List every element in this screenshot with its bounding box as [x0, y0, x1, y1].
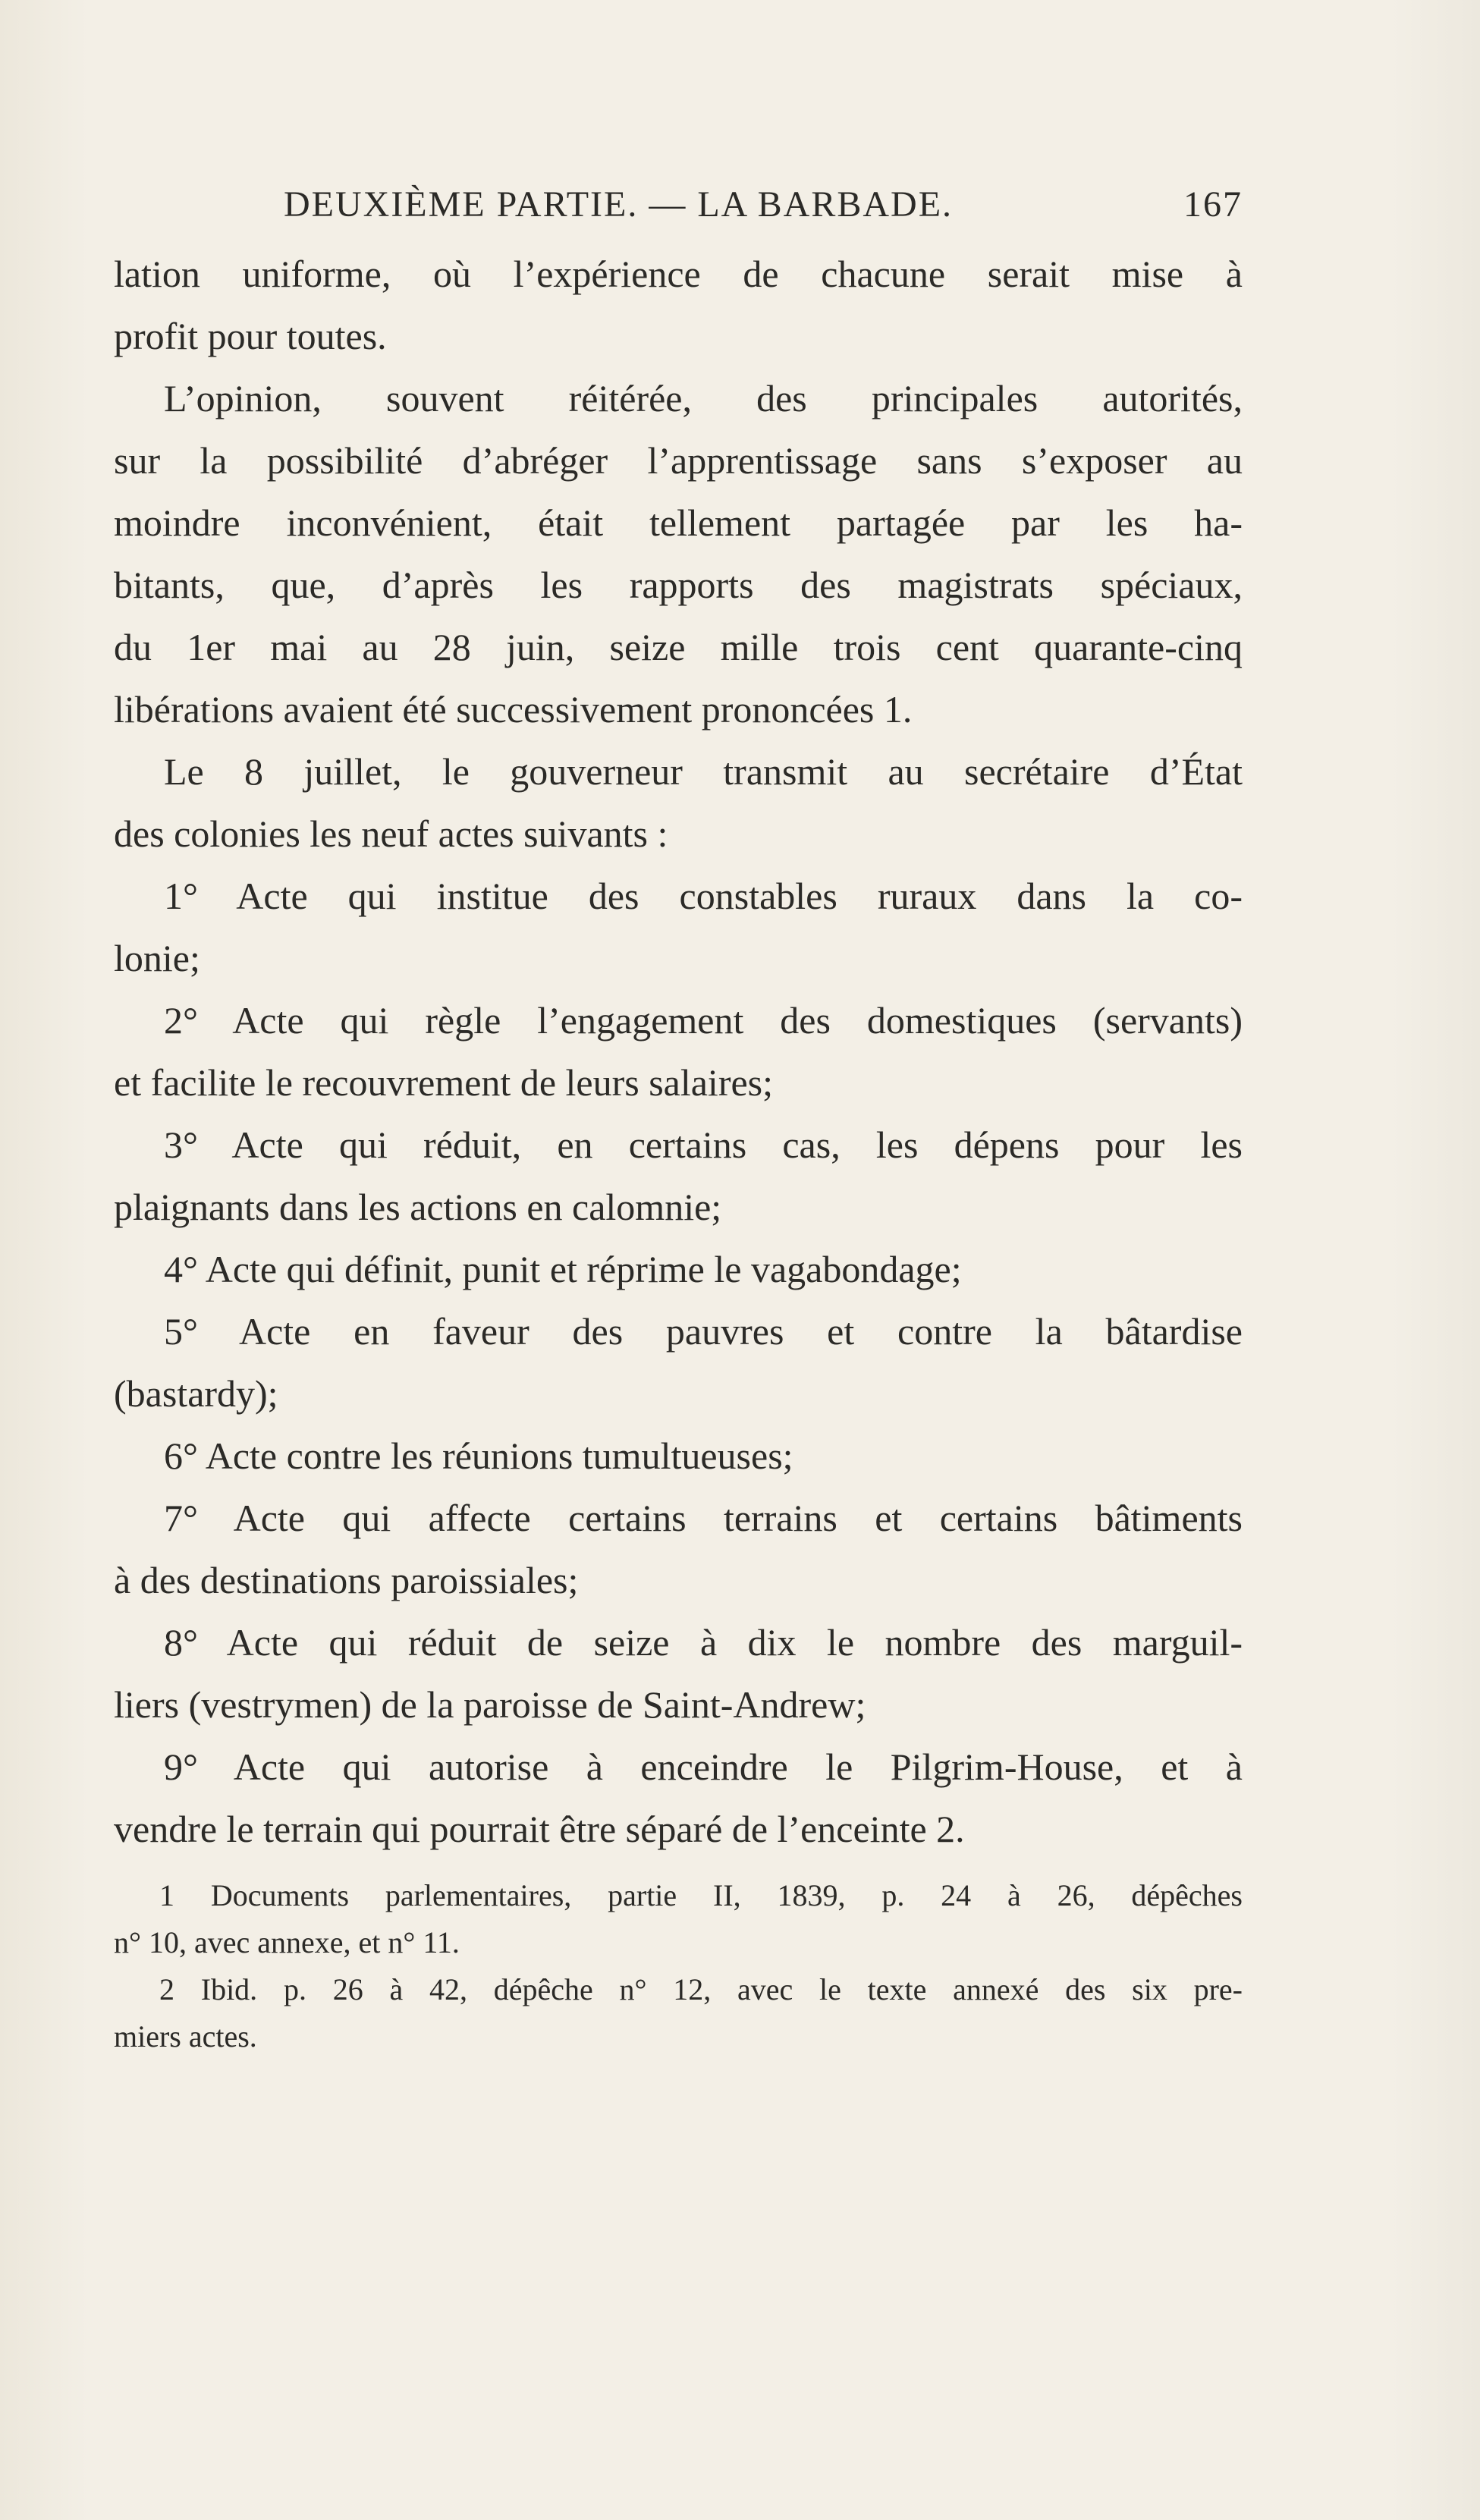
body-line: lonie; — [114, 937, 200, 979]
page-number: 167 — [1183, 184, 1243, 225]
body-line: et facilite le recouvrement de leurs salaires; — [114, 1061, 774, 1104]
footnote-line: 1 Documents parlementaires, partie II, 1839, p. 24 à 26, dépêches — [159, 1878, 1243, 1912]
body-line: 6° Acte contre les réunions tumultueuses; — [164, 1434, 793, 1477]
running-title: DEUXIÈME PARTIE. — LA BARBADE. — [284, 184, 954, 225]
body-line: (bastardy); — [114, 1372, 278, 1415]
body-line: profit pour toutes. — [114, 315, 387, 357]
body-line: 7° Acte qui affecte certains terrains et certains bâtiments — [164, 1497, 1243, 1539]
body-line: à des destinations paroissiales; — [114, 1559, 579, 1601]
body-line: 1° Acte qui institue des constables ruraux dans la co- — [164, 875, 1243, 917]
page-header — [114, 176, 1243, 237]
body-line: moindre inconvénient, était tellement partagée par les ha- — [114, 501, 1243, 544]
body-line: des colonies les neuf actes suivants : — [114, 812, 668, 855]
body-line: 8° Acte qui réduit de seize à dix le nombre des marguil- — [164, 1621, 1243, 1664]
body-line: liers (vestrymen) de la paroisse de Saint-Andrew; — [114, 1683, 866, 1726]
body-line: vendre le terrain qui pourrait être séparé de l’enceinte 2. — [114, 1808, 965, 1850]
body-line: libérations avaient été successivement prononcées 1. — [114, 688, 913, 731]
body-line: du 1er mai au 28 juin, seize mille trois cent quarante-cinq — [114, 626, 1243, 668]
body-line: bitants, que, d’après les rapports des magistrats spéciaux, — [114, 564, 1243, 606]
body-line: 4° Acte qui définit, punit et réprime le vagabondage; — [164, 1248, 962, 1290]
body-line: lation uniforme, où l’expérience de chacune serait mise à — [114, 253, 1243, 295]
body-line: 3° Acte qui réduit, en certains cas, les dépens pour les — [164, 1123, 1243, 1166]
body-text — [114, 243, 1243, 1860]
footnote-line: miers actes. — [114, 2019, 257, 2053]
body-line: 9° Acte qui autorise à enceindre le Pilgrim-House, et à — [164, 1745, 1243, 1788]
body-line: sur la possibilité d’abréger l’apprentissage sans s’exposer au — [114, 439, 1243, 482]
body-line: L’opinion, souvent réitérée, des principales autorités, — [164, 377, 1243, 419]
footnotes — [114, 1872, 1243, 2060]
body-line: 2° Acte qui règle l’engagement des domestiques (servants) — [164, 999, 1243, 1042]
body-line: plaignants dans les actions en calomnie; — [114, 1186, 722, 1228]
footnote-line: 2 Ibid. p. 26 à 42, dépêche n° 12, avec le texte annexé des six pre- — [159, 1972, 1243, 2006]
body-line: Le 8 juillet, le gouverneur transmit au secrétaire d’État — [164, 750, 1243, 793]
body-line: 5° Acte en faveur des pauvres et contre la bâtardise — [164, 1310, 1243, 1353]
footnote-line: n° 10, avec annexe, et n° 11. — [114, 1925, 460, 1959]
